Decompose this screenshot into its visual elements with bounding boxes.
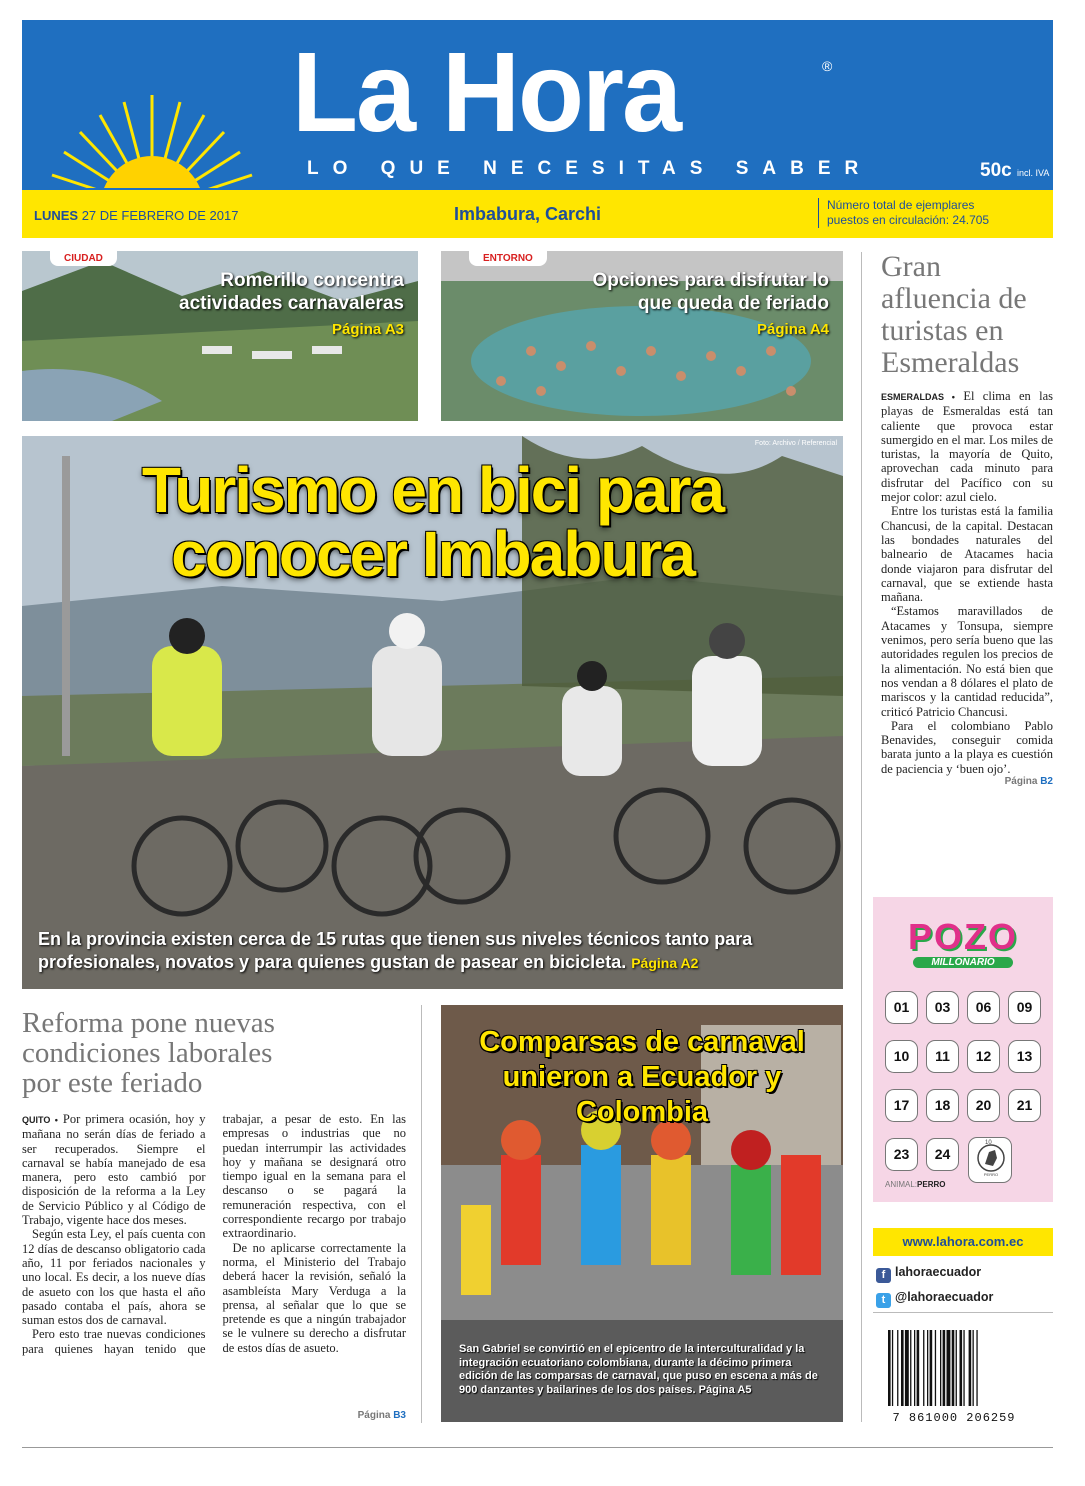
barcode-bar bbox=[901, 1330, 904, 1406]
barcode-bar bbox=[935, 1330, 936, 1406]
dateline: ESMERALDAS • bbox=[881, 392, 955, 402]
promo-title-line: Romerillo concentra bbox=[220, 270, 404, 291]
barcode-bar bbox=[905, 1330, 909, 1406]
newspaper-logo: La Hora bbox=[292, 27, 681, 155]
paragraph: Para el colombiano Pablo Benavides, conseguir comida barata junto a la playa es cuestión de paciencia y ‘buen ojo’. bbox=[881, 718, 1053, 776]
promo-ciudad[interactable] bbox=[22, 251, 418, 421]
twitter-link[interactable] bbox=[876, 1290, 993, 1308]
barcode-digits: 7 861000 206259 bbox=[892, 1411, 1016, 1425]
barcode-bars bbox=[884, 1330, 1024, 1406]
headline-line: turistas en bbox=[881, 314, 1004, 347]
reforma-page-ref bbox=[358, 1410, 406, 1421]
headline-line: afluencia de bbox=[881, 282, 1027, 315]
animal-card bbox=[968, 1137, 1012, 1183]
barcode-bar bbox=[943, 1330, 946, 1406]
animal-name: PERRO bbox=[917, 1180, 946, 1189]
reforma-body bbox=[22, 1112, 406, 1382]
price-note: incl. IVA bbox=[1016, 168, 1050, 178]
barcode-bar bbox=[947, 1330, 951, 1406]
animal-label-text: ANIMAL: bbox=[885, 1180, 918, 1189]
comparsas-headline bbox=[441, 1025, 843, 1130]
circulation-line: Número total de ejemplares bbox=[827, 198, 975, 212]
section-tag: CIUDAD bbox=[50, 251, 117, 266]
pozo-number-ball: 06 bbox=[967, 991, 1000, 1024]
pozo-number-ball: 18 bbox=[926, 1089, 959, 1122]
promo-page: Página A4 bbox=[757, 321, 829, 338]
photo-credit: Foto: Archivo / Referencial bbox=[754, 440, 837, 447]
barcode-bar bbox=[892, 1330, 893, 1406]
barcode-bar bbox=[927, 1330, 928, 1406]
registered-mark: ® bbox=[822, 58, 833, 74]
barcode-bar bbox=[969, 1330, 972, 1406]
pozo-logo-sub: MILLONARIO bbox=[913, 957, 1013, 968]
barcode-bar bbox=[940, 1330, 941, 1406]
pozo-logo bbox=[903, 917, 1023, 968]
barcode-bar bbox=[930, 1330, 933, 1406]
facebook-icon: f bbox=[876, 1268, 891, 1283]
headline-line: Reforma pone nuevas bbox=[22, 1007, 275, 1039]
page-number: B2 bbox=[1040, 776, 1053, 788]
edition-region: Imbabura, Carchi bbox=[454, 204, 602, 224]
animal-card-label: PERRO bbox=[983, 1172, 999, 1177]
pozo-logo-text: POZO bbox=[907, 916, 1018, 957]
pozo-number-ball: 20 bbox=[967, 1089, 1000, 1122]
barcode-bar bbox=[897, 1330, 898, 1406]
barcode-bar bbox=[956, 1330, 957, 1406]
paragraph: Según esta Ley, el país cuenta con 12 días de descanso obligatorio cada año, 11 por feriados nacionales y uno local. Es decir, a los nueve días de asueto con los que hasta el año pasado contaba el país, ahora se suman estos dos de carnaval. bbox=[22, 1227, 206, 1328]
barcode-bar bbox=[952, 1330, 955, 1406]
column-divider bbox=[421, 1005, 422, 1423]
barcode-bar bbox=[888, 1330, 891, 1406]
date-bar bbox=[22, 188, 1053, 238]
barcode-bar bbox=[910, 1330, 911, 1406]
reforma-headline bbox=[22, 1008, 406, 1098]
headline-line: conocer Imbabura bbox=[171, 518, 694, 590]
pozo-number-ball: 21 bbox=[1008, 1089, 1041, 1122]
headline-line: por este feriado bbox=[22, 1067, 203, 1099]
pozo-millonario-results bbox=[873, 897, 1053, 1202]
dateline: QUITO • bbox=[22, 1115, 58, 1125]
paragraph-text: El clima en las playas de Esmeraldas está tan caliente que provoca estar sumergido en el mar. Los miles de turistas, la mayoría de Quito, aprovechan cada minuto para disfrutar del Pacífico con su mejor color: azul cielo. bbox=[881, 389, 1054, 505]
paragraph: “Estamos maravillados de Atacames y Tonsupa, siempre venimos, pero sería bueno que las autoridades regulen los precios de la alimentación. No está bien que nos vendan a 8 dólares el plato de mariscos y la cantidad reducida”, criticó Patricio Chancusi. bbox=[881, 604, 1053, 719]
weekday: LUNES bbox=[34, 208, 79, 223]
paragraph-text: Por primera ocasión, hoy y mañana no serán días de feriado a ser recuperados. Siempre el carnaval se había manejado de esa manera, pero esto cambió por disposición de la reforma a la Ley de Servicio Público y al Código de Trabajo, vigente hace dos meses. bbox=[22, 1112, 206, 1228]
paragraph: Pero esto trae nuevas condiciones para quienes hayan tenido que trabajar, a pesar de esto. En las empresas o industrias que no puedan interrumpir las actividades hoy y mañana se designará otro tiempo igual en la semana para el descanso o se pagará la remuneración respectiva, con el correspondiente recargo por trabajo extraordinario. bbox=[22, 1112, 406, 1356]
divider bbox=[873, 1312, 1053, 1313]
headline-line: unieron a Ecuador y bbox=[502, 1061, 782, 1093]
sidebar-headline bbox=[881, 251, 1053, 379]
paragraph: De no aplicarse correctamente la norma, el Ministerio del Trabajo deberá hacer la revisión, señaló la asambleísta Mary Verduga a la prensa, al señalar que lo que se pretende es que a ningún trabajador se le vulnere su derecho a disfrutar de estos días de asueto. bbox=[222, 1240, 406, 1355]
date-text: 27 DE FEBRERO DE 2017 bbox=[81, 208, 239, 223]
promo-title bbox=[593, 269, 830, 315]
pozo-number-ball: 11 bbox=[926, 1040, 959, 1073]
page-bottom-rule bbox=[22, 1447, 1053, 1448]
paragraph bbox=[881, 389, 1053, 504]
price-value: 50c bbox=[980, 160, 1012, 181]
barcode-bar bbox=[976, 1330, 977, 1406]
facebook-link[interactable] bbox=[876, 1265, 981, 1283]
pozo-number-ball: 10 bbox=[885, 1040, 918, 1073]
pozo-number-ball: 03 bbox=[926, 991, 959, 1024]
slogan: LO QUE NECESITAS SABER bbox=[307, 158, 873, 179]
circulation-line: puestos en circulación: 24.705 bbox=[827, 213, 990, 227]
headline-line: condiciones laborales bbox=[22, 1037, 273, 1069]
barcode-bar bbox=[914, 1330, 915, 1406]
sidebar-body bbox=[881, 389, 1053, 776]
sidebar-page-ref bbox=[881, 776, 1053, 787]
pozo-number-ball: 17 bbox=[885, 1089, 918, 1122]
barcode-bar bbox=[973, 1330, 974, 1406]
website-link[interactable]: www.lahora.com.ec bbox=[873, 1228, 1053, 1256]
page-label: Página bbox=[357, 1410, 391, 1421]
price bbox=[980, 160, 1049, 182]
twitter-icon: t bbox=[876, 1293, 891, 1308]
headline-line: Comparsas de carnaval bbox=[479, 1026, 805, 1058]
promo-entorno[interactable] bbox=[441, 251, 843, 421]
page-number: B3 bbox=[393, 1410, 406, 1421]
pozo-number-ball: 13 bbox=[1008, 1040, 1041, 1073]
barcode bbox=[884, 1330, 1024, 1425]
twitter-handle: @lahoraecuador bbox=[895, 1290, 994, 1304]
facebook-handle: lahoraecuador bbox=[895, 1265, 982, 1279]
caption-text: En la provincia existen cerca de 15 rutas que tienen sus niveles técnicos tanto para profesionales, novatos y para quienes gustan de pasear en bicicleta. bbox=[38, 929, 753, 972]
pozo-number-ball: 23 bbox=[885, 1138, 918, 1171]
barcode-bar bbox=[963, 1330, 964, 1406]
issue-date bbox=[34, 208, 238, 223]
promo-title bbox=[179, 269, 404, 315]
paragraph: Entre los turistas está la familia Chancusi, de la capital. Destacan las bondades naturales del balneario de Atacames hacia donde viajaron para disfrutar del carnaval, que se extiende hasta mañana. bbox=[881, 504, 1053, 605]
reforma-story[interactable] bbox=[22, 1007, 406, 1421]
animal-label bbox=[885, 1180, 945, 1189]
page-label: Página bbox=[1004, 776, 1038, 788]
barcode-bar bbox=[923, 1330, 924, 1406]
pozo-number-ball: 12 bbox=[967, 1040, 1000, 1073]
pozo-number-ball: 09 bbox=[1008, 991, 1041, 1024]
caption-page: Página A2 bbox=[631, 955, 699, 971]
barcode-bar bbox=[917, 1330, 920, 1406]
comparsas-caption: San Gabriel se convirtió en el epicentro de la interculturalidad y la integración ecuatoriano colombiana, durante la décimo primera edición de las comparsas de carnaval, que puso en escena a más de 900 danzantes y bailarines de los dos países. Página A5 bbox=[459, 1343, 818, 1396]
promo-title-line: Opciones para disfrutar lo bbox=[592, 270, 829, 291]
headline-line: Gran bbox=[881, 250, 941, 283]
paragraph bbox=[22, 1112, 206, 1227]
promo-title-line: actividades carnavaleras bbox=[179, 293, 404, 314]
pozo-number-ball: 01 bbox=[885, 991, 918, 1024]
animal-card-number: 10 bbox=[985, 1140, 992, 1146]
lead-caption bbox=[38, 928, 838, 975]
sidebar-story[interactable] bbox=[881, 251, 1053, 787]
promo-title-line: que queda de feriado bbox=[637, 293, 829, 314]
headline-line: Colombia bbox=[575, 1096, 709, 1128]
lead-story[interactable] bbox=[22, 436, 843, 989]
circulation-note bbox=[818, 198, 1048, 228]
barcode-bar bbox=[960, 1330, 963, 1406]
headline-line: Esmeraldas bbox=[881, 346, 1020, 379]
promo-page: Página A3 bbox=[332, 321, 404, 338]
lead-headline bbox=[22, 454, 843, 590]
comparsas-story[interactable] bbox=[441, 1005, 843, 1422]
headline-line: Turismo en bici para bbox=[141, 454, 724, 526]
column-divider bbox=[861, 252, 862, 1422]
section-tag: ENTORNO bbox=[469, 251, 547, 266]
pozo-number-ball: 24 bbox=[926, 1138, 959, 1171]
